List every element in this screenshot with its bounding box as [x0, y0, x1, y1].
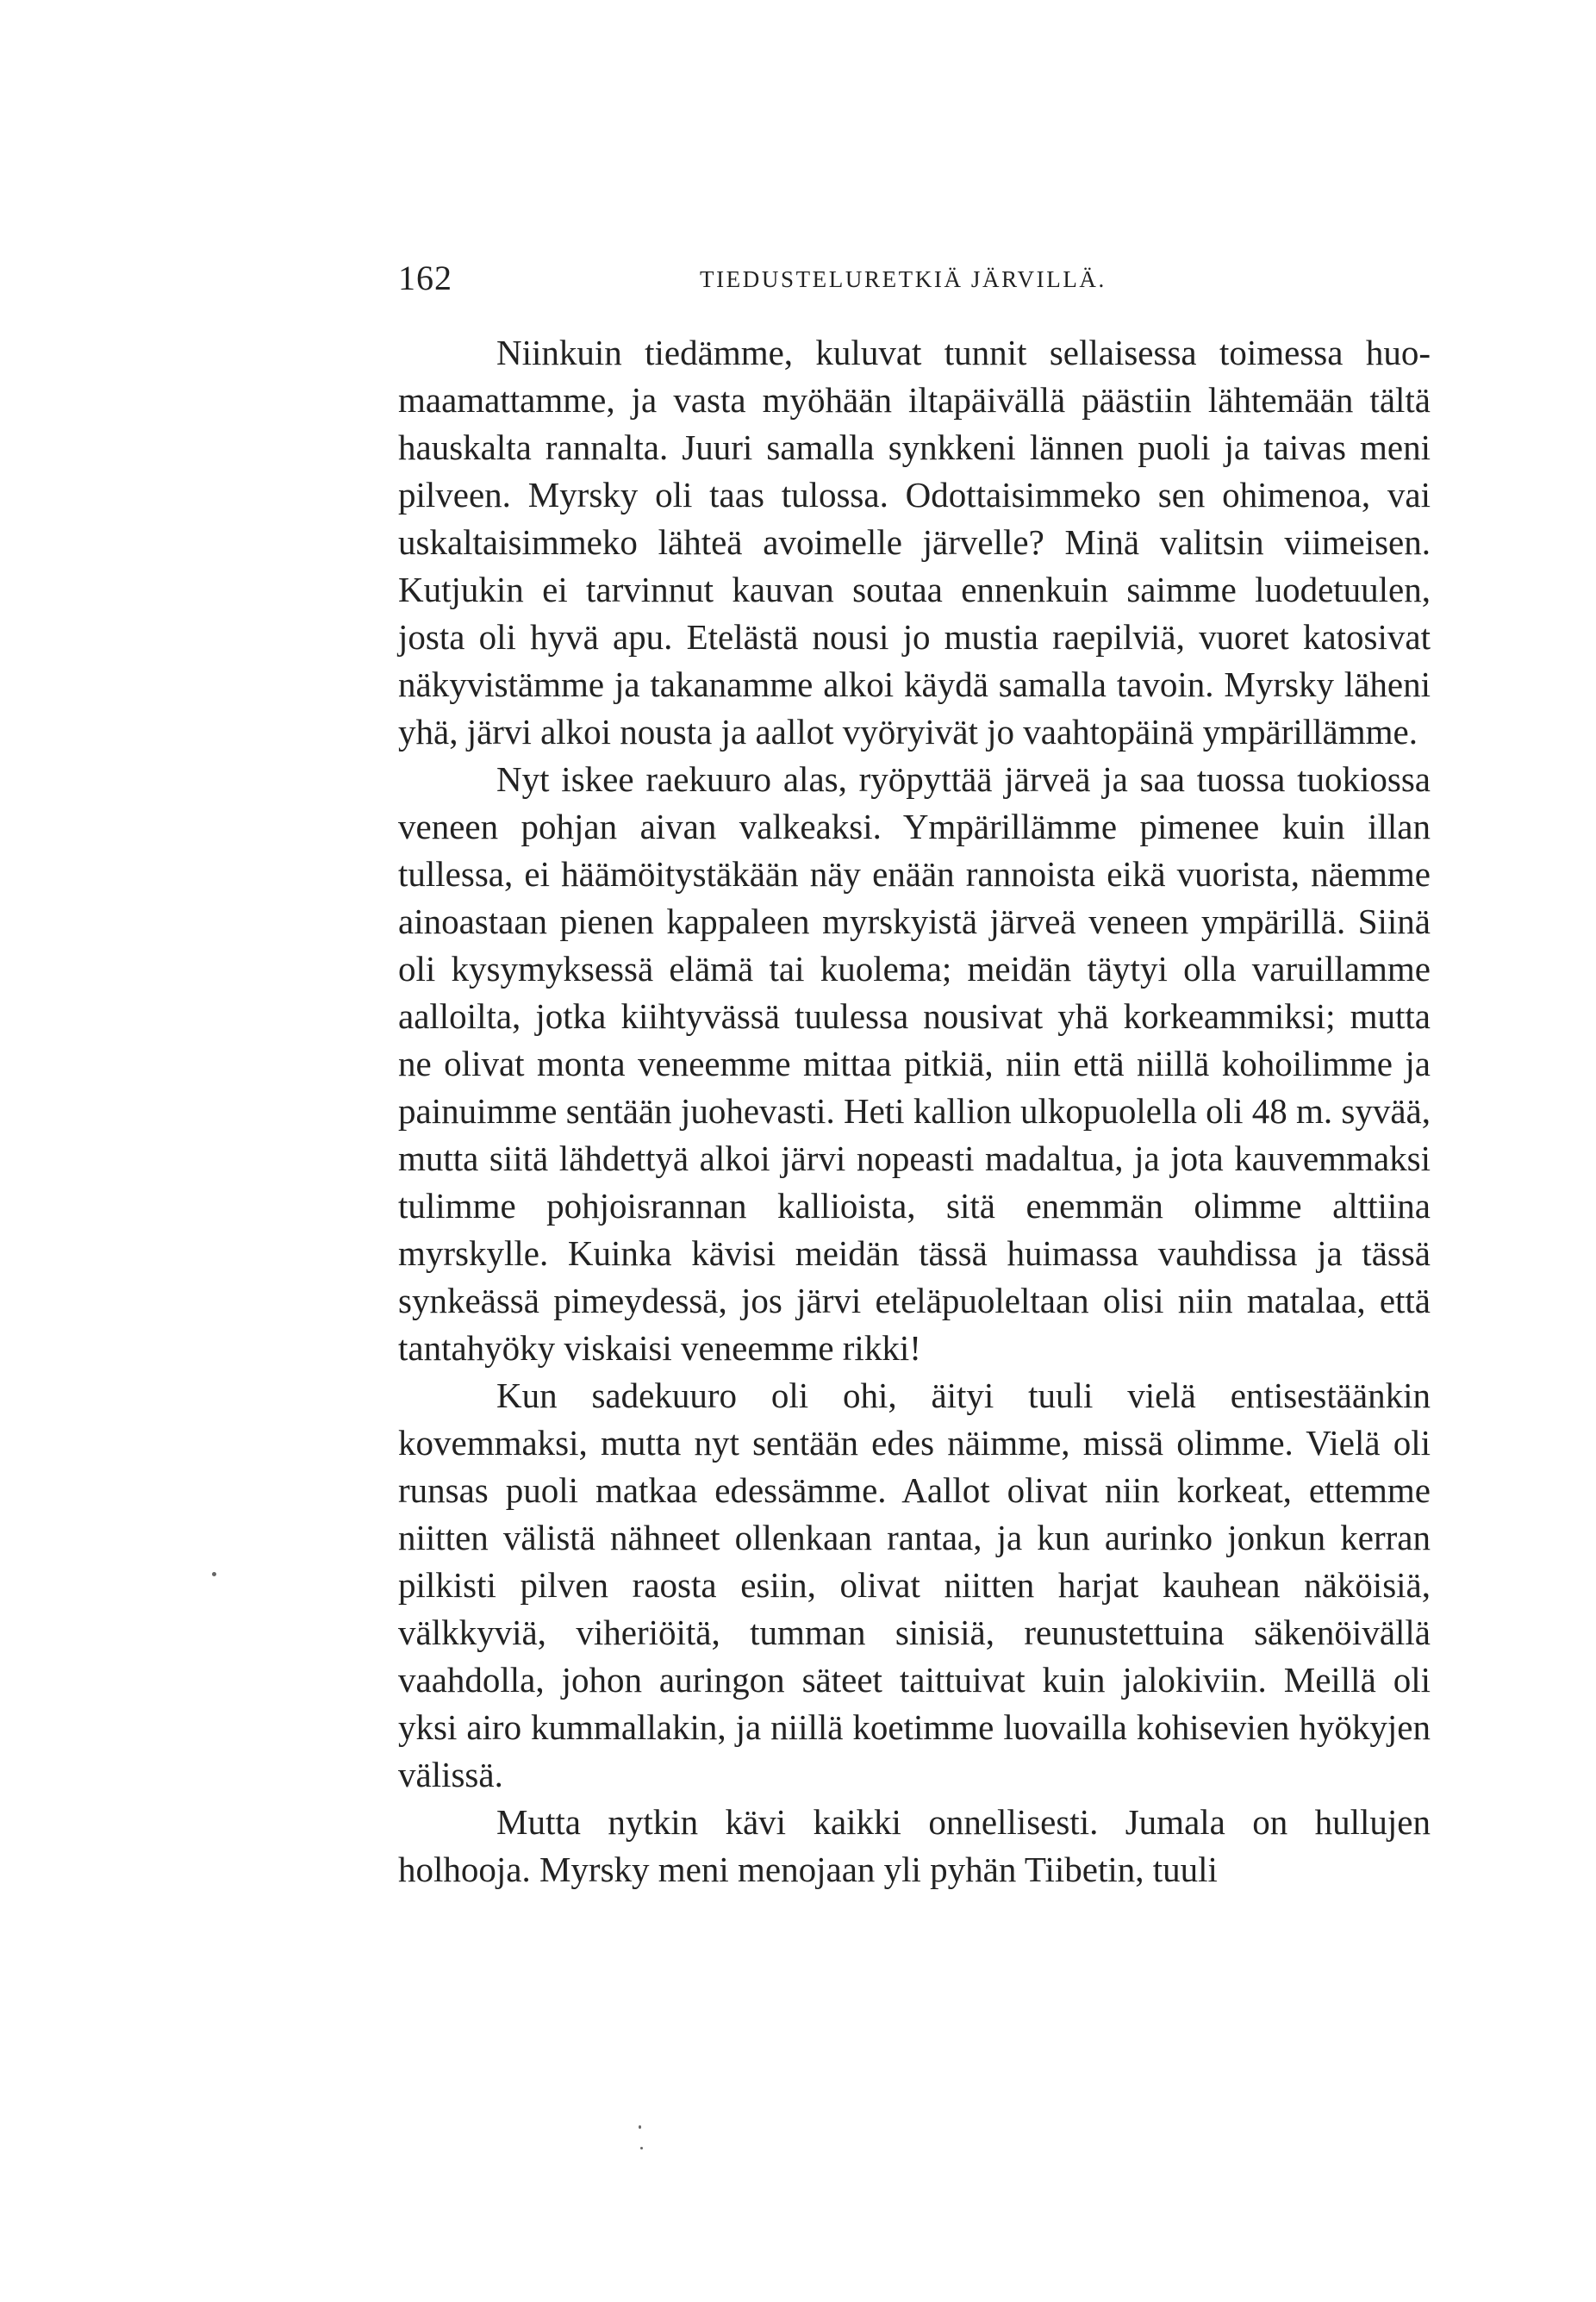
page-number: 162 [398, 259, 452, 297]
paragraph: Nyt iskee raekuuro alas, ryöpyttää järveä ja saa tuossa tuokiossa veneen pohjan aivan valkeaksi. Ympärillämme pimenee kuin illan tullessa, ei häämöitystäkään näy enään rannoista eikä vuorista, näemme ainoastaan pienen kappaleen myrskyistä järveä veneen ympärillä. Siinä oli kysymyksessä elämä tai kuolema; meidän täytyi olla varuillamme aalloilta, jotka kiihtyvässä tuulessa nousivat yhä korkeammiksi; mutta ne olivat monta veneemme mittaa pitkiä, niin että niillä kohoilimme ja painuimme sentään juohevasti. Heti kallion ulkopuolella oli 48 m. syvää, mutta siitä lähdettyä alkoi järvi nopeasti madaltua, ja jota kauvemmaksi tulimme pohjoisrannan kallioista, sitä enemmän olimme alttiina myrskylle. Kuinka kävisi meidän tässä huimassa vauhdissa ja tässä synkeässä pimeydessä, jos järvi eteläpuoleltaan olisi niin matalaa, että tantahyöky viskaisi veneemme rikki! [398, 759, 1431, 1368]
paragraph: Mutta nytkin kävi kaikki onnellisesti. Jumala on hullujen holhooja. Myrsky meni menojaan yli pyhän Tiibetin, tuuli [398, 1802, 1431, 1889]
ink-speck [640, 2147, 643, 2149]
body-text [398, 329, 1431, 1893]
ink-speck [639, 2125, 641, 2129]
page-header [398, 257, 1432, 300]
ink-speck [212, 1572, 216, 1576]
paragraph: Niinkuin tiedämme, kuluvat tunnit sellaisessa toimessa huomaamattamme, ja vasta myöhään iltapäivällä päästiin lähtemään tältä hauskalta rannalta. Juuri samalla synkkeni lännen puoli ja taivas meni pilveen. Myrsky oli taas tulossa. Odottaisimmeko sen ohimenoa, vai uskaltaisimmeko lähteä avoimelle järvelle? Minä valitsin viimeisen. Kutjukin ei tarvinnut kauvan soutaa ennenkuin saimme luodetuulen, josta oli hyvä apu. Etelästä nousi jo mustia raepilviä, vuoret katosivat näkyvistämme ja takanamme alkoi käydä samalla tavoin. Myrsky läheni yhä, järvi alkoi nousta ja aallot vyöryivät jo vaahtopäinä ympärillämme. [398, 333, 1431, 752]
paragraph: Kun sadekuuro oli ohi, äityi tuuli vielä entisestäänkin kovemmaksi, mutta nyt sentään edes näimme, missä olimme. Vielä oli runsas puoli matkaa edessämme. Aallot olivat niin korkeat, ettemme niitten välistä nähneet ollenkaan rantaa, ja kun aurinko jonkun kerran pilkisti pilven raosta esiin, olivat niitten harjat kauhean näköisiä, välkkyviä, viheriöitä, tumman sinisiä, reunustettuina säkenöivällä vaahdolla, johon auringon säteet taittuivat kuin jalokiviin. Meillä oli yksi airo kummallakin, ja niillä koetimme luovailla kohisevien hyökyjen välissä. [398, 1376, 1431, 1794]
running-head: TIEDUSTELURETKIÄ JÄRVILLÄ. [700, 266, 1107, 292]
